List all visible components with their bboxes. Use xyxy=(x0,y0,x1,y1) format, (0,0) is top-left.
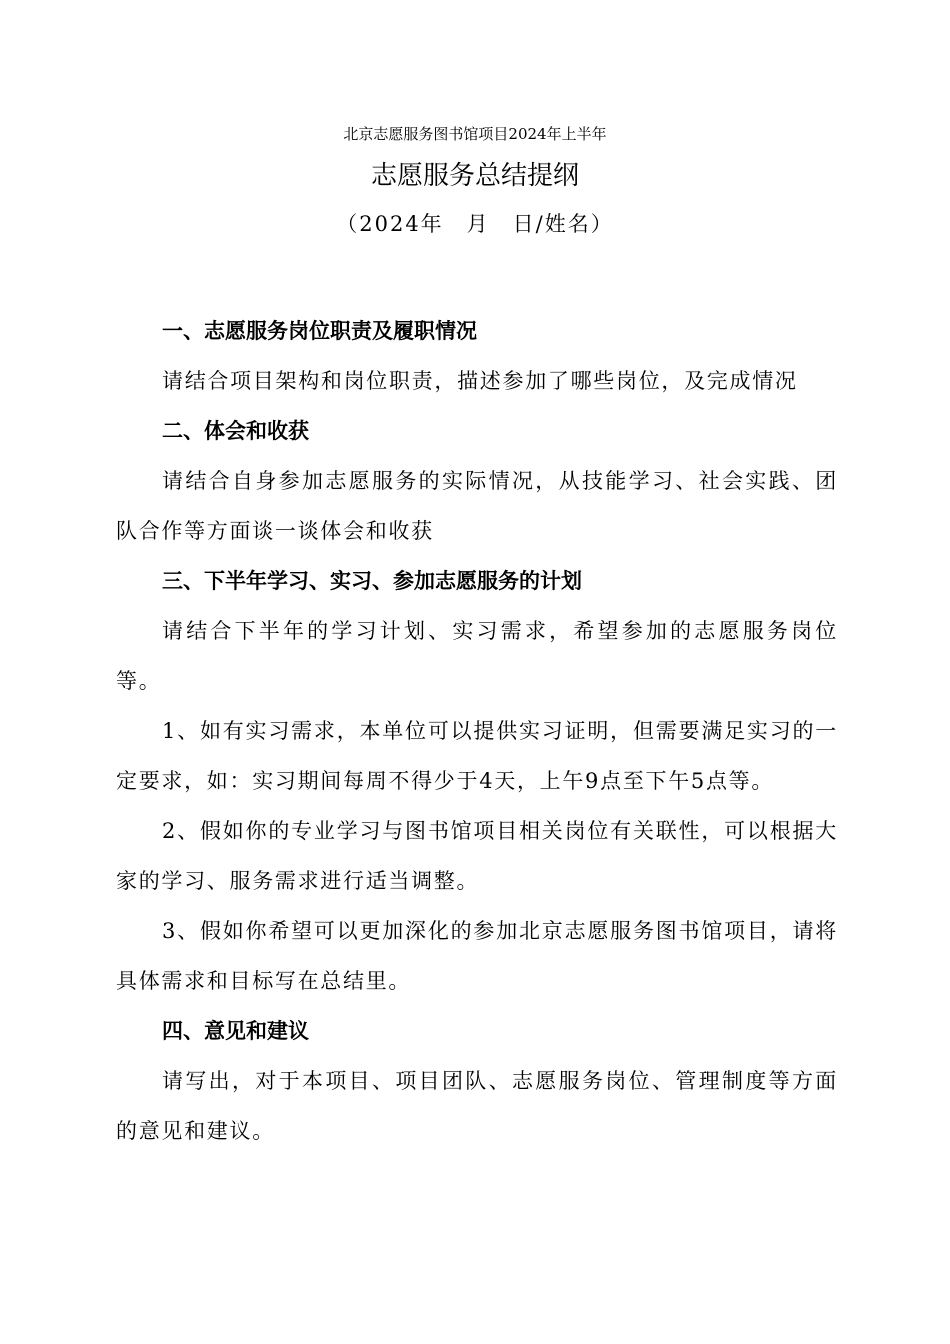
section-heading: 四、意见和建议 xyxy=(162,1019,309,1043)
section-heading: 一、志愿服务岗位职责及履职情况 xyxy=(162,319,477,343)
section-heading: 三、下半年学习、实习、参加志愿服务的计划 xyxy=(162,569,582,593)
paragraph: 请结合项目架构和岗位职责，描述参加了哪些岗位，及完成情况 xyxy=(162,369,798,393)
section-4 xyxy=(116,1006,838,1156)
section-3 xyxy=(116,556,838,1006)
section-heading: 二、体会和收获 xyxy=(162,419,309,443)
paragraph: 请结合下半年的学习计划、实习需求，希望参加的志愿服务岗位等。 xyxy=(116,619,838,693)
document-header: 北京志愿服务图书馆项目2024年上半年 xyxy=(343,125,607,143)
document-body xyxy=(116,306,838,1156)
paragraph: 1、如有实习需求，本单位可以提供实习证明，但需要满足实习的一定要求，如：实习期间每周不得少于4天，上午9点至下午5点等。 xyxy=(116,719,838,793)
paragraph: 请写出，对于本项目、项目团队、志愿服务岗位、管理制度等方面的意见和建议。 xyxy=(116,1069,838,1143)
section-1 xyxy=(116,306,838,406)
paragraph: 3、假如你希望可以更加深化的参加北京志愿服务图书馆项目，请将具体需求和目标写在总结里。 xyxy=(116,919,838,993)
paragraph: 2、假如你的专业学习与图书馆项目相关岗位有关联性，可以根据大家的学习、服务需求进行适当调整。 xyxy=(116,819,838,893)
document-title: 志愿服务总结提纲 xyxy=(370,161,579,191)
document-subtitle: （2024年 月 日/姓名） xyxy=(336,212,614,236)
paragraph: 请结合自身参加志愿服务的实际情况，从技能学习、社会实践、团队合作等方面谈一谈体会和收获 xyxy=(116,469,838,543)
section-2 xyxy=(116,406,838,556)
